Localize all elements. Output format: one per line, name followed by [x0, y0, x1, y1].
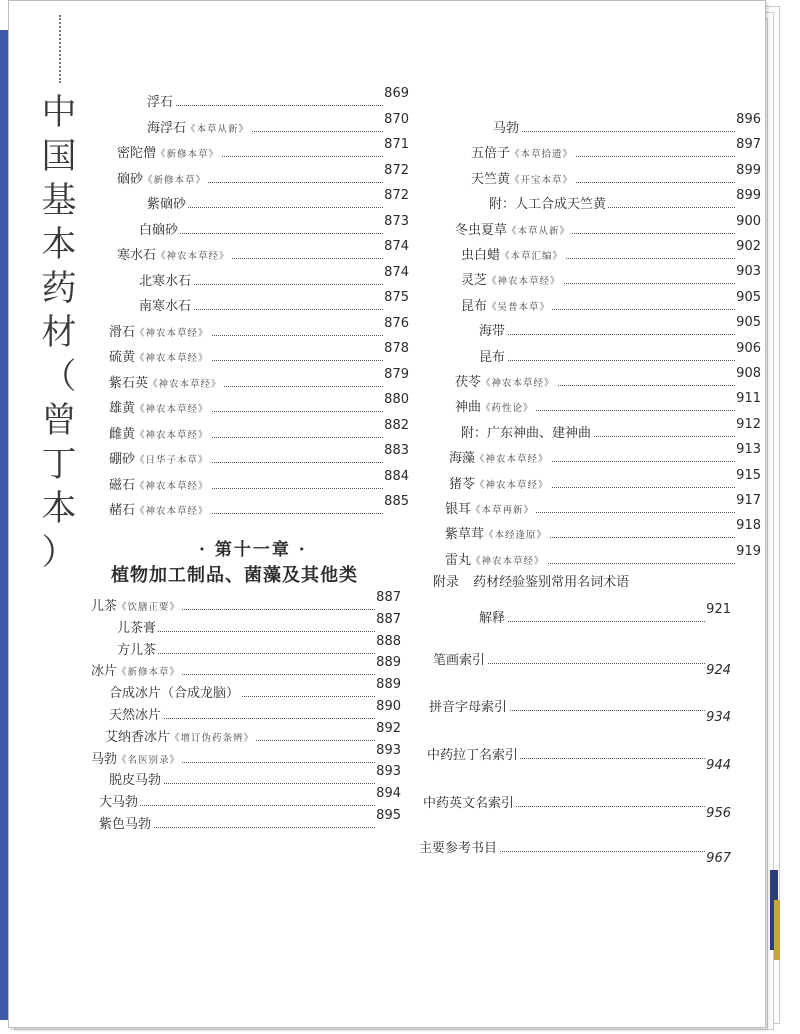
page-number: 894	[376, 784, 401, 804]
entry-title: 茯苓	[455, 375, 482, 390]
entry-name	[461, 424, 593, 444]
page-number: 900	[736, 212, 761, 232]
entry-name	[109, 706, 163, 726]
toc-entry[interactable]	[117, 162, 409, 190]
page-number: 892	[376, 719, 401, 739]
entry-source: 《神农本草经》	[471, 555, 545, 567]
entry-source: 《神农本草经》	[135, 506, 209, 517]
entry-title: 附：广东神曲、建神曲	[461, 425, 592, 441]
entry-name	[455, 398, 536, 419]
entry-title: 紫石英	[109, 375, 149, 391]
entry-title: 浮石	[147, 95, 174, 110]
entry-title: 附：人工合成天竺黄	[489, 197, 607, 213]
page-number: 880	[384, 390, 409, 410]
page-number: 902	[736, 237, 761, 257]
chapter-title: 植物加工制品、菌藻及其他类	[111, 565, 358, 586]
toc-entry[interactable]	[109, 494, 409, 521]
entry-source: 《神农本草经》	[135, 327, 209, 339]
leader-dots	[147, 105, 383, 106]
toc-entry[interactable]	[105, 720, 401, 748]
toc-entry[interactable]	[139, 264, 409, 292]
toc-entry[interactable]	[109, 417, 409, 445]
entry-name	[99, 815, 153, 835]
entry-source: 《本草从新》	[507, 225, 571, 237]
page-number: 883	[384, 441, 409, 461]
index-title: 主要参考书目	[419, 839, 499, 859]
entry-name	[147, 195, 188, 215]
entry-name	[455, 373, 557, 394]
entry-title: 海带	[479, 324, 506, 340]
page-number: 956	[706, 804, 731, 824]
page-number: 899	[736, 161, 761, 181]
toc-entry[interactable]	[461, 416, 761, 444]
entry-name	[449, 449, 551, 470]
page-number: 915	[736, 466, 761, 486]
toc-entry[interactable]	[461, 239, 761, 266]
page-number: 888	[376, 632, 401, 652]
page-number: 905	[736, 313, 761, 333]
toc-entry[interactable]	[109, 366, 409, 394]
entry-name	[445, 525, 549, 546]
entry-title: 银耳	[445, 502, 472, 517]
title-char: 中	[41, 93, 77, 133]
book-gold-edge	[774, 900, 780, 960]
page-number: 873	[384, 212, 409, 232]
toc-entry[interactable]	[109, 341, 409, 368]
page-number: 889	[376, 675, 401, 695]
entry-name	[109, 771, 163, 791]
entry-source: 《神农本草经》	[487, 276, 561, 288]
entry-name	[109, 501, 211, 522]
entry-name	[91, 597, 182, 618]
entry-name	[449, 475, 551, 496]
page-number: 893	[376, 741, 401, 761]
book-title-vertical	[37, 91, 81, 575]
entry-source: 《本经逢原》	[484, 530, 548, 542]
entry-source: 《神农本草经》	[475, 454, 549, 466]
entry-name	[479, 322, 507, 342]
page-number: 893	[376, 762, 401, 782]
book-cover-edge	[0, 30, 8, 1020]
entry-source: 《新修本草》	[143, 174, 207, 186]
entry-source: 《神农本草经》	[148, 378, 222, 390]
toc-entry[interactable]	[147, 188, 409, 215]
chapter-number: · 第十一章 ·	[199, 540, 307, 560]
entry-source: 《神农本草经》	[135, 480, 209, 492]
page-number: 896	[736, 110, 761, 130]
entry-name	[91, 750, 182, 771]
index-title: 拼音字母索引	[429, 698, 509, 718]
toc-entry[interactable]	[91, 590, 401, 617]
entry-name	[105, 728, 256, 749]
page-number: 875	[384, 288, 409, 308]
index-title: 中药拉丁名索引	[427, 746, 520, 766]
page-number: 913	[736, 440, 761, 460]
page-number: 885	[384, 492, 409, 512]
entry-source: 《饮膳正要》	[117, 602, 181, 613]
entry-name	[117, 641, 158, 661]
leader-dots	[99, 805, 375, 806]
page-number: 944	[706, 756, 731, 776]
entry-title: 五倍子	[471, 146, 511, 162]
toc-entry[interactable]	[109, 392, 409, 419]
page-number: 906	[736, 339, 761, 359]
toc-entry[interactable]	[445, 518, 761, 545]
toc-entry[interactable]	[91, 742, 401, 770]
title-char: 药	[41, 269, 77, 309]
toc-entry[interactable]	[461, 264, 761, 291]
toc-entry[interactable]	[139, 290, 409, 317]
entry-name	[139, 297, 193, 317]
page-number: 924	[706, 661, 731, 681]
entry-name	[461, 246, 565, 267]
page-number: 917	[736, 491, 761, 511]
entry-title: 冬虫夏草	[455, 222, 508, 238]
entry-name	[489, 195, 608, 215]
entry-name	[147, 119, 251, 140]
entry-title: 昆布	[479, 349, 506, 365]
entry-title: 神曲	[455, 400, 482, 416]
entry-name	[109, 323, 211, 344]
page-number: 878	[384, 339, 409, 359]
leader-dots	[479, 334, 735, 335]
entry-title: 紫色马勃	[99, 817, 152, 832]
entry-source: 《神农本草经》	[135, 404, 209, 415]
page-number: 872	[384, 186, 409, 206]
entry-name	[147, 93, 175, 113]
page-number: 918	[736, 516, 761, 536]
entry-title: 磁石	[109, 477, 136, 493]
entry-title: 白硇砂	[139, 222, 179, 238]
page-number: 884	[384, 467, 409, 487]
toc-entry[interactable]	[139, 213, 409, 241]
page-number: 921	[706, 600, 731, 620]
entry-source: 《名医别录》	[117, 754, 181, 766]
entry-name	[109, 348, 211, 369]
title-char: 本	[41, 225, 77, 265]
title-char: （	[41, 357, 77, 397]
leader-dots	[479, 621, 705, 622]
entry-name	[109, 374, 224, 395]
toc-entry[interactable]	[493, 112, 761, 139]
entry-source: 《神农本草经》	[135, 429, 209, 441]
entry-title: 海浮石	[147, 120, 187, 136]
entry-title: 紫草茸	[445, 527, 485, 543]
entry-title: 儿茶	[91, 599, 118, 614]
page-number: 899	[736, 186, 761, 206]
toc-entry[interactable]	[109, 764, 401, 791]
entry-source: 《神农本草经》	[475, 479, 549, 491]
page-number: 919	[736, 542, 761, 562]
page-number: 889	[376, 653, 401, 673]
entry-name	[445, 500, 536, 521]
toc-entry[interactable]	[117, 137, 409, 164]
toc-entry[interactable]	[109, 468, 409, 496]
page-number: 887	[376, 610, 401, 630]
entry-name	[471, 170, 575, 191]
index-entry[interactable]	[419, 839, 731, 866]
entry-title: 雷丸	[445, 552, 472, 568]
index-title: 中药英文名索引	[423, 794, 516, 814]
page-number: 869	[384, 84, 409, 104]
entry-title: 天竺黄	[471, 171, 511, 187]
contents-page	[8, 0, 766, 1028]
entry-title: 合成冰片（合成龙脑）	[109, 686, 240, 702]
entry-source: 《本草拾遗》	[510, 149, 574, 161]
page-number: 967	[706, 849, 731, 869]
entry-source: 《神农本草经》	[481, 378, 555, 389]
entry-name	[91, 662, 182, 683]
entry-title: 脱皮马勃	[109, 773, 162, 789]
entry-name	[139, 272, 193, 292]
entry-title: 灵芝	[461, 273, 488, 289]
toc-entry[interactable]	[461, 289, 761, 317]
entry-name	[139, 221, 180, 241]
toc-entry[interactable]	[117, 239, 409, 266]
entry-title: 海藻	[449, 451, 476, 467]
entry-source: 《神农本草经》	[135, 353, 209, 364]
entry-title: 冰片	[91, 664, 118, 680]
appendix-label: 附录	[433, 575, 460, 590]
toc-entry[interactable]	[99, 786, 401, 813]
entry-source: 《增订伪药条辨》	[170, 732, 255, 744]
entry-title: 方儿茶	[117, 642, 157, 658]
decorative-dotted-line	[59, 15, 61, 83]
entry-source: 《神农本草经》	[156, 251, 230, 262]
title-char: 国	[41, 137, 77, 177]
entry-title: 紫硇砂	[147, 197, 187, 212]
entry-name	[461, 297, 552, 318]
toc-entry[interactable]	[445, 543, 761, 571]
toc-entry[interactable]	[449, 467, 761, 495]
page-number: 890	[376, 697, 401, 717]
entry-title: 马勃	[91, 751, 118, 767]
page-number: 912	[736, 415, 761, 435]
page-number: 870	[384, 110, 409, 130]
toc-entry[interactable]	[479, 315, 761, 342]
title-char: 本	[41, 489, 77, 529]
entry-title: 大马勃	[99, 795, 139, 811]
page-number: 934	[706, 708, 731, 728]
leader-dots	[493, 131, 735, 132]
toc-entry[interactable]	[455, 213, 761, 241]
entry-name	[109, 425, 211, 446]
entry-title: 儿茶膏	[117, 620, 157, 636]
appendix-title-line1: 药材经验鉴别常用名词术语	[473, 575, 630, 590]
entry-title: 艾纳香冰片	[105, 729, 171, 745]
page-number: 911	[736, 389, 761, 409]
toc-entry[interactable]	[471, 162, 761, 190]
appendix-entry-line2[interactable]	[479, 602, 731, 629]
entry-source: 《开宝本草》	[510, 174, 574, 186]
appendix-title-line2: 解释	[479, 609, 507, 629]
entry-name	[445, 551, 547, 572]
page-number: 872	[384, 161, 409, 181]
toc-entry[interactable]	[99, 808, 401, 835]
entry-title: 雄黄	[109, 401, 136, 416]
entry-source: 《药性论》	[481, 403, 534, 415]
toc-entry[interactable]	[147, 86, 409, 113]
toc-entry[interactable]	[117, 633, 401, 661]
entry-title: 赭石	[109, 503, 136, 518]
toc-entry[interactable]	[479, 340, 761, 368]
index-entry[interactable]	[423, 794, 731, 821]
toc-entry[interactable]	[455, 391, 761, 418]
entry-name	[117, 246, 232, 267]
page-number: 887	[376, 588, 401, 608]
leader-dots	[479, 360, 735, 361]
toc-entry[interactable]	[109, 677, 401, 704]
page-number: 897	[736, 135, 761, 155]
entry-name	[109, 450, 211, 471]
entry-name	[109, 476, 211, 497]
appendix-entry[interactable]	[433, 573, 743, 593]
index-entry[interactable]	[427, 746, 731, 773]
toc-entry[interactable]	[445, 493, 761, 520]
entry-source: 《本草汇编》	[500, 251, 564, 262]
entry-title: 硫黄	[109, 350, 136, 365]
entry-name	[479, 348, 507, 368]
page-number: 874	[384, 263, 409, 283]
entry-title: 南寒水石	[139, 299, 192, 314]
entry-title: 昆布	[461, 298, 488, 314]
page-number: 905	[736, 288, 761, 308]
page-number: 903	[736, 262, 761, 282]
entry-name	[117, 619, 158, 639]
entry-source: 《本草再新》	[471, 505, 535, 516]
toc-entry[interactable]	[117, 611, 401, 639]
toc-entry[interactable]	[109, 315, 409, 343]
entry-name	[109, 684, 241, 704]
page-number: 908	[736, 364, 761, 384]
entry-title: 猪苓	[449, 476, 476, 492]
entry-title: 天然冰片	[109, 708, 162, 723]
page-number: 871	[384, 135, 409, 155]
entry-name	[117, 144, 221, 165]
title-char: 丁	[41, 445, 77, 485]
entry-title: 北寒水石	[139, 273, 192, 289]
toc-entry[interactable]	[471, 137, 761, 164]
entry-source: 《新修本草》	[156, 149, 220, 160]
page-number: 876	[384, 314, 409, 334]
entry-name	[99, 793, 140, 813]
entry-title: 硇砂	[117, 171, 144, 187]
entry-source: 《吴普本草》	[487, 301, 551, 313]
index-entry[interactable]	[433, 651, 731, 678]
entry-source: 《新修本草》	[117, 667, 181, 679]
title-char: 曾	[41, 401, 77, 441]
entry-title: 滑石	[109, 324, 136, 340]
entry-source: 《日华子本草》	[135, 455, 209, 466]
page-number: 882	[384, 416, 409, 436]
toc-entry[interactable]	[449, 442, 761, 469]
entry-title: 硼砂	[109, 452, 136, 467]
title-char: 基	[41, 181, 77, 221]
entry-name	[461, 271, 563, 292]
entry-source: 《本草从新》	[186, 123, 250, 135]
entry-name	[109, 399, 211, 420]
index-title: 笔画索引	[433, 651, 487, 671]
toc-entry[interactable]	[91, 655, 401, 682]
entry-name	[471, 144, 575, 165]
entry-title: 雌黄	[109, 426, 136, 442]
toc-entry[interactable]	[455, 366, 761, 393]
toc-entry[interactable]	[109, 699, 401, 726]
toc-entry[interactable]	[489, 188, 761, 215]
title-char: 材	[41, 313, 77, 353]
entry-title: 虫白蜡	[461, 248, 501, 263]
index-entry[interactable]	[429, 698, 731, 725]
entry-title: 寒水石	[117, 248, 157, 263]
entry-title: 密陀僧	[117, 146, 157, 161]
page-number: 874	[384, 237, 409, 257]
toc-entry[interactable]	[109, 443, 409, 470]
entry-name	[455, 221, 572, 242]
title-char: ）	[41, 533, 77, 573]
entry-title: 马勃	[493, 121, 520, 136]
page-number: 879	[384, 365, 409, 385]
entry-name	[493, 119, 521, 139]
page-number: 895	[376, 806, 401, 826]
entry-name	[117, 170, 208, 191]
toc-entry[interactable]	[147, 111, 409, 139]
